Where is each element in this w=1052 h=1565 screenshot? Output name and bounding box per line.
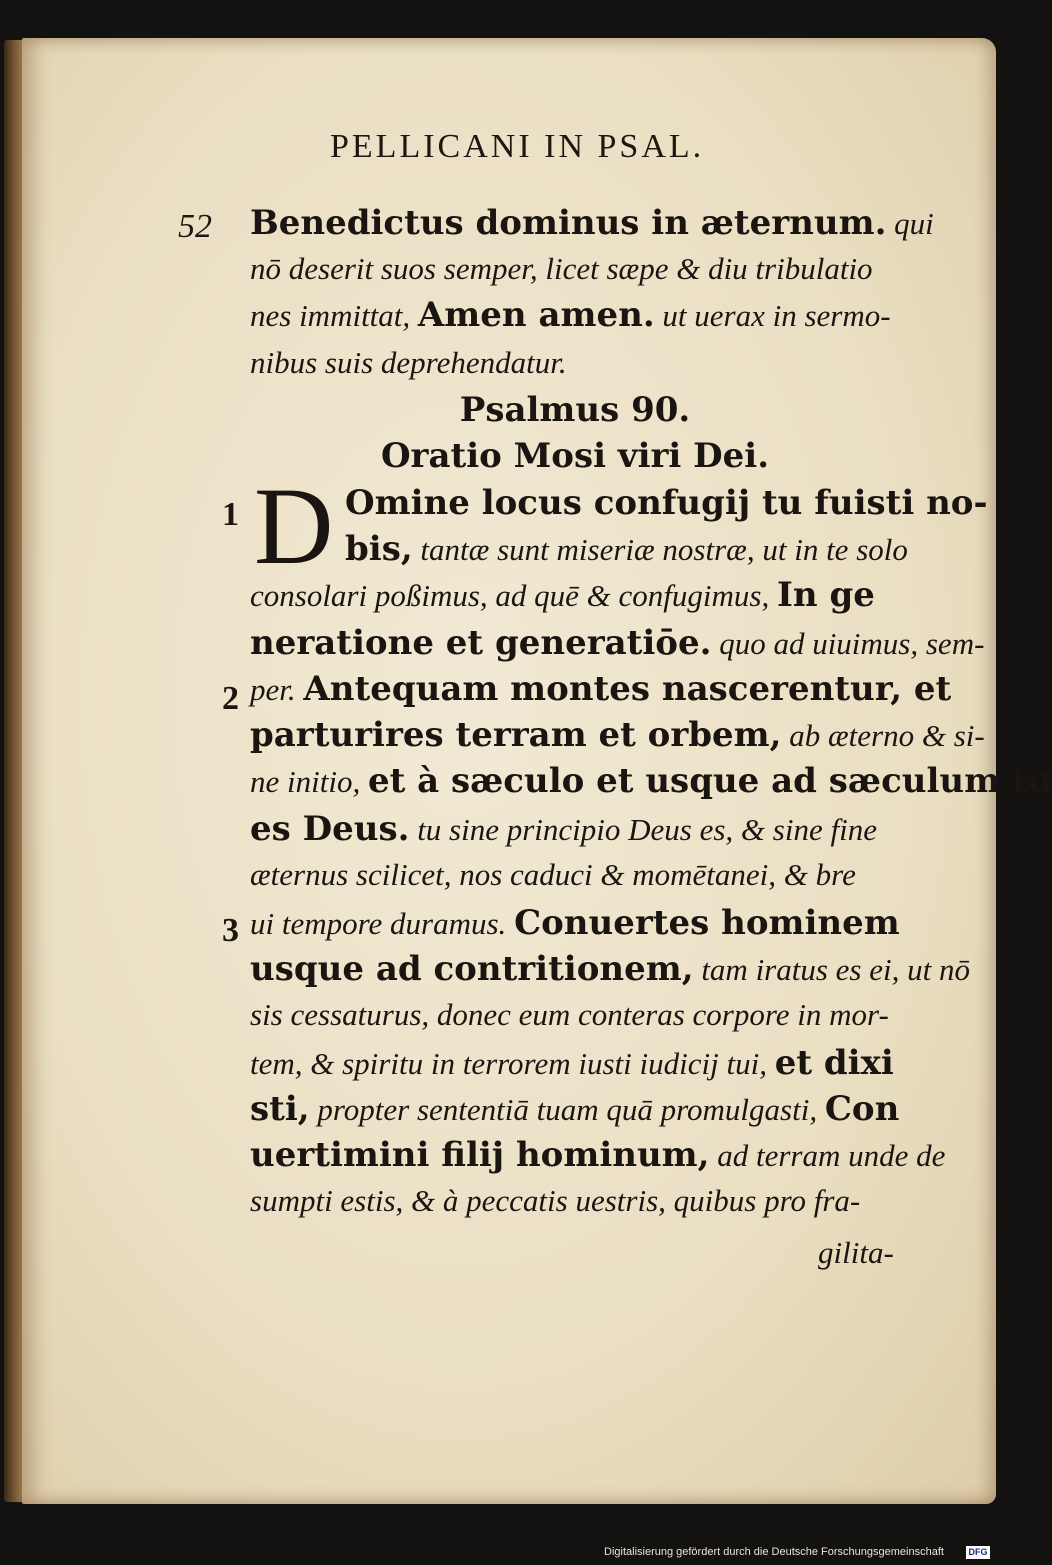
verse-number: 1 <box>222 496 239 533</box>
text-segment: ne initio, <box>250 764 368 799</box>
text-segment: ad terram unde de <box>709 1138 946 1173</box>
text-segment: usque ad contritionem, <box>250 949 694 989</box>
text-segment: Con <box>824 1089 900 1129</box>
text-line <box>250 900 900 946</box>
text-line <box>250 992 900 1038</box>
text-segment: et à sæculo et usque ad sæculum tu <box>367 761 1052 801</box>
verse-number: 2 <box>222 680 239 717</box>
text-segment: Amen amen. <box>417 295 655 335</box>
text-line <box>250 292 900 338</box>
text-line <box>250 572 900 618</box>
text-line <box>250 1132 946 1178</box>
text-line <box>250 1178 900 1224</box>
text-segment: Omine locus confugij tu fuisti no- <box>345 483 988 523</box>
text-line <box>250 1086 900 1132</box>
text-line <box>345 480 988 526</box>
text-segment: uertimini filij hominum, <box>250 1135 710 1175</box>
text-segment: per. <box>250 672 304 707</box>
text-line <box>250 852 900 898</box>
text-segment: æternus scilicet, nos caduci & momētanei, & bre <box>250 857 856 892</box>
text-segment: sis cessaturus, donec eum conteras corpore in mor- <box>250 997 889 1032</box>
drop-cap: D <box>254 465 334 587</box>
text-segment: sumpti estis, & à peccatis uestris, quibus pro fra- <box>250 1183 861 1218</box>
psalm-heading: Psalmus 90. <box>459 390 691 430</box>
text-segment: es Deus. <box>250 809 410 849</box>
text-line <box>250 1040 900 1086</box>
text-segment: Antequam montes nascerentur, et <box>303 669 952 709</box>
text-segment: ab æterno & si- <box>781 718 985 753</box>
text-line <box>250 758 1052 804</box>
digitization-credit: Digitalisierung gefördert durch die Deutsche Forschungsgemeinschaft <box>604 1546 944 1558</box>
text-segment: qui <box>886 206 934 241</box>
text-segment: ut uerax in sermo- <box>654 298 891 333</box>
text-segment: neratione et generatiōe. <box>250 623 712 663</box>
text-segment: nes immittat, <box>250 298 418 333</box>
text-segment: In ge <box>777 575 875 615</box>
text-segment: tantæ sunt miseriæ nostræ, ut in te solo <box>412 532 908 567</box>
text-segment: nō deserit suos semper, licet sæpe & diu tribulatio <box>250 251 873 286</box>
verse-number: 3 <box>222 912 239 949</box>
text-segment: et dixi <box>774 1043 894 1083</box>
text-segment: Conuertes hominem <box>514 903 900 943</box>
text-line <box>250 666 952 712</box>
text-line <box>250 712 985 758</box>
text-line <box>345 526 908 572</box>
dfg-logo: DFG <box>966 1546 990 1559</box>
text-segment: tem, & spiritu in terrorem iusti iudicij tui, <box>250 1046 775 1081</box>
running-title: PELLICANI IN PSAL. <box>330 128 705 165</box>
page-number: 52 <box>178 208 212 245</box>
text-segment: ui tempore duramus. <box>250 906 515 941</box>
text-segment: propter sententiā tuam quā promulgasti, <box>309 1092 825 1127</box>
text-line <box>250 200 934 246</box>
text-segment: quo ad uiuimus, sem- <box>711 626 985 661</box>
text-line <box>250 806 900 852</box>
text-line <box>250 340 900 386</box>
text-segment: tu sine principio Deus es, & sine fine <box>409 812 877 847</box>
catchword: gilita- <box>818 1235 894 1270</box>
text-segment: tam iratus es ei, ut nō <box>693 952 970 987</box>
text-segment: Benedictus dominus in æternum. <box>250 203 887 243</box>
text-segment: nibus suis deprehendatur. <box>250 345 567 380</box>
text-line <box>250 620 985 666</box>
text-segment: parturires terram et orbem, <box>250 715 782 755</box>
text-segment: consolari poßimus, ad quē & confugimus, <box>250 578 777 613</box>
text-segment: bis, <box>345 529 413 569</box>
psalm-subtitle: Oratio Mosi viri Dei. <box>380 436 770 476</box>
text-segment: sti, <box>250 1089 310 1129</box>
text-line <box>250 246 900 292</box>
text-line <box>250 946 970 992</box>
